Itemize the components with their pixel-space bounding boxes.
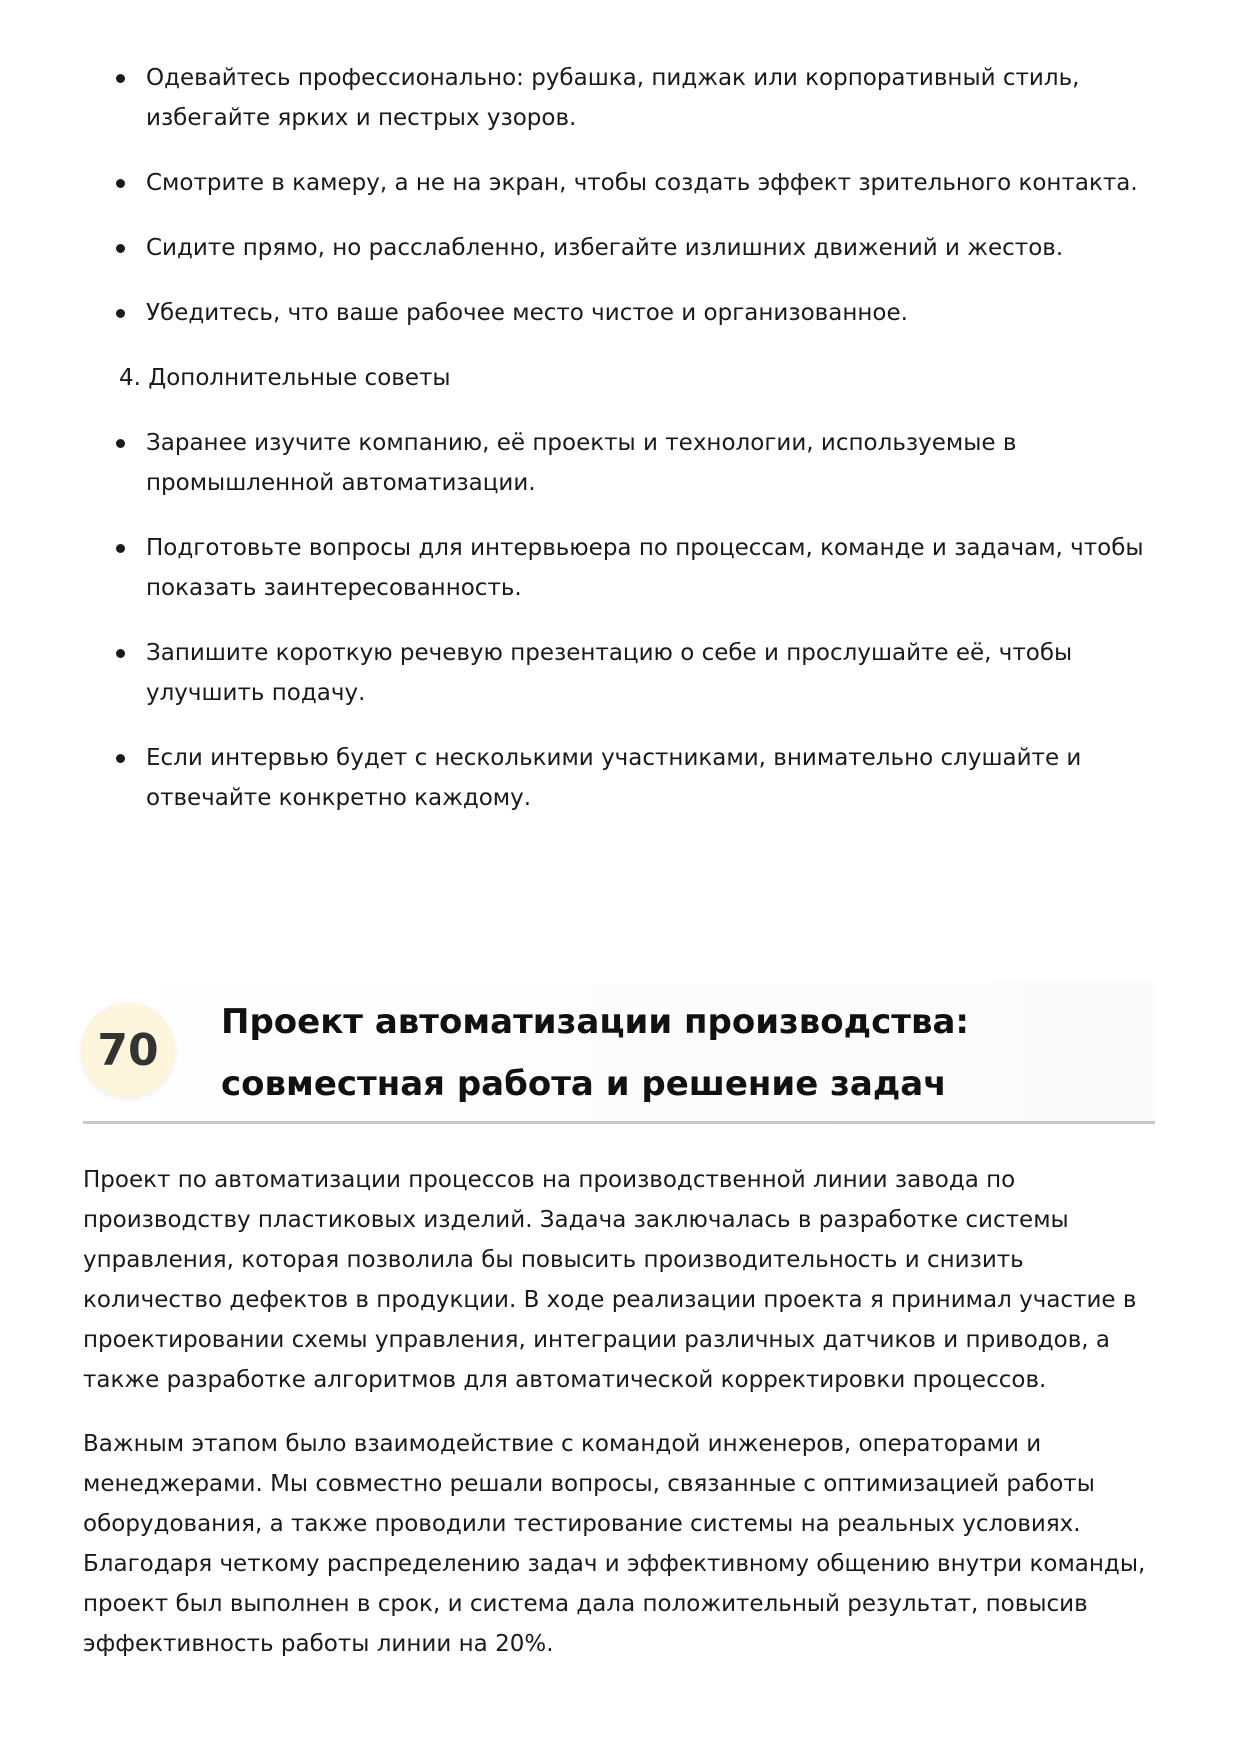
section-paragraph: Проект по автоматизации процессов на производственной линии завода по производству пластиковых изделий. Задача заключалась в разработке системы управления, которая позволила бы повысить производительность и снизить количество дефектов в продукции. В ходе реализации проекта я принимал участие в проектировании схемы управления, интеграции различных датчиков и приводов, а также разработке алгоритмов для автоматической корректировки процессов. — [83, 1167, 1137, 1393]
list-item: Заранее изучите компанию, её проекты и технологии, используемые в промышленной автоматизации. — [0, 423, 1239, 503]
list-item: Убедитесь, что ваше рабочее место чистое и организованное. — [0, 293, 1239, 333]
section-title: Проект автоматизации производства: совместная работа и решение задач — [221, 1002, 970, 1104]
list-item: Если интервью будет с несколькими участниками, внимательно слушайте и отвечайте конкретно каждому. — [0, 738, 1239, 818]
numbered-heading: 4. Дополнительные советы — [119, 365, 451, 391]
list-item: Смотрите в камеру, а не на экран, чтобы создать эффект зрительного контакта. — [0, 163, 1239, 203]
advice-list — [0, 58, 1239, 843]
section-paragraph: Важным этапом было взаимодействие с командой инженеров, операторами и менеджерами. Мы совместно решали вопросы, связанные с оптимизацией работы оборудования, а также проводили тестирование системы на реальных условиях. Благодаря четкому распределению задач и эффективному общению внутри команды, проект был выполнен в срок, и система дала положительный результат, повысив эффективность работы линии на 20%. — [83, 1431, 1146, 1657]
list-item: Сидите прямо, но расслабленно, избегайте излишних движений и жестов. — [0, 228, 1239, 268]
section-number-badge: 70 — [81, 1003, 175, 1097]
section-header — [83, 983, 1155, 1124]
list-item: Запишите короткую речевую презентацию о себе и прослушайте её, чтобы улучшить подачу. — [0, 633, 1239, 713]
list-item: Одевайтесь профессионально: рубашка, пиджак или корпоративный стиль, избегайте ярких и пестрых узоров. — [0, 58, 1239, 138]
list-item: Подготовьте вопросы для интервьюера по процессам, команде и задачам, чтобы показать заинтересованность. — [0, 528, 1239, 608]
